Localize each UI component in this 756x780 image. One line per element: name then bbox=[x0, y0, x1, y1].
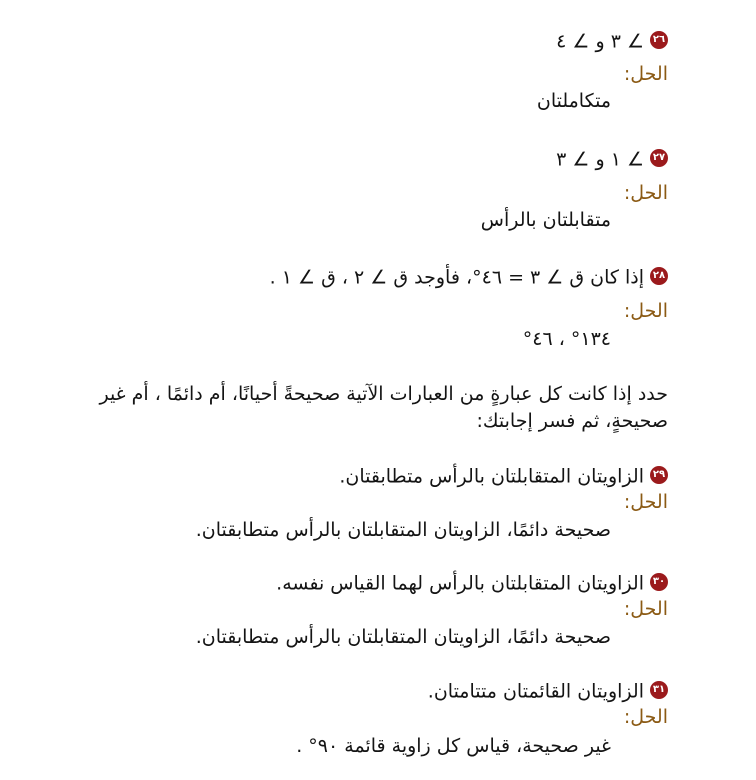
answer-29 bbox=[196, 517, 611, 543]
answer-30 bbox=[196, 624, 611, 650]
instructions-text: حدد إذا كانت كل عبارةٍ من العبارات الآتية صحيحةً أحيانًا، أم دائمًا ، أم غير صحيحةٍ، ثم فسر إجابتك: bbox=[99, 383, 668, 432]
answer-31 bbox=[296, 733, 611, 759]
answer-text: متكاملتان bbox=[536, 90, 611, 112]
answer-text: صحيحة دائمًا، الزاويتان المتقابلتان بالرأس متطابقتان. bbox=[195, 519, 611, 541]
question-number-badge: ٣١ bbox=[650, 681, 668, 699]
solution-label bbox=[624, 704, 668, 730]
question-number-badge: ٢٧ bbox=[650, 149, 668, 167]
question-number-badge: ٢٦ bbox=[650, 31, 668, 49]
solution-label-text: الحل: bbox=[623, 706, 668, 728]
solution-label-text: الحل: bbox=[623, 63, 668, 85]
question-27 bbox=[556, 146, 668, 173]
question-26 bbox=[556, 28, 668, 55]
instructions-paragraph bbox=[88, 381, 668, 435]
question-31 bbox=[428, 678, 668, 705]
question-text: الزاويتان المتقابلتان بالرأس متطابقتان. bbox=[339, 465, 644, 488]
question-text: ∠ ١ و ∠ ٣ bbox=[556, 148, 644, 171]
answer-text: صحيحة دائمًا، الزاويتان المتقابلتان بالرأس متطابقتان. bbox=[195, 626, 611, 648]
question-number-badge: ٣٠ bbox=[650, 573, 668, 591]
question-text: الزاويتان المتقابلتان بالرأس لهما القياس نفسه. bbox=[276, 572, 644, 595]
question-number-badge: ٢٨ bbox=[650, 267, 668, 285]
answer-27 bbox=[481, 207, 611, 233]
solution-label bbox=[624, 596, 668, 622]
solution-label-text: الحل: bbox=[623, 300, 668, 322]
answer-26 bbox=[537, 88, 611, 114]
solution-label-text: الحل: bbox=[623, 598, 668, 620]
solution-label-text: الحل: bbox=[623, 182, 668, 204]
question-30 bbox=[276, 570, 668, 597]
question-28 bbox=[270, 264, 668, 291]
solution-label bbox=[624, 489, 668, 515]
question-text: الزاويتان القائمتان متتامتان. bbox=[427, 680, 644, 703]
question-text: ∠ ٣ و ∠ ٤ bbox=[556, 30, 644, 53]
solution-label bbox=[624, 180, 668, 206]
solution-label-text: الحل: bbox=[623, 491, 668, 513]
solution-label bbox=[624, 298, 668, 324]
answer-text: متقابلتان بالرأس bbox=[480, 209, 611, 231]
question-number-badge: ٢٩ bbox=[650, 466, 668, 484]
answer-text: ١٣٤° ، ٤٦° bbox=[522, 328, 611, 350]
solution-label bbox=[624, 61, 668, 87]
question-text: إذا كان ق ∠ ٣ = ٤٦°، فأوجد ق ∠ ٢ ، ق ∠ ١ . bbox=[269, 266, 644, 289]
answer-text: غير صحيحة، قياس كل زاوية قائمة ٩٠° . bbox=[296, 735, 611, 757]
question-29 bbox=[339, 463, 668, 490]
answer-28 bbox=[523, 326, 611, 352]
